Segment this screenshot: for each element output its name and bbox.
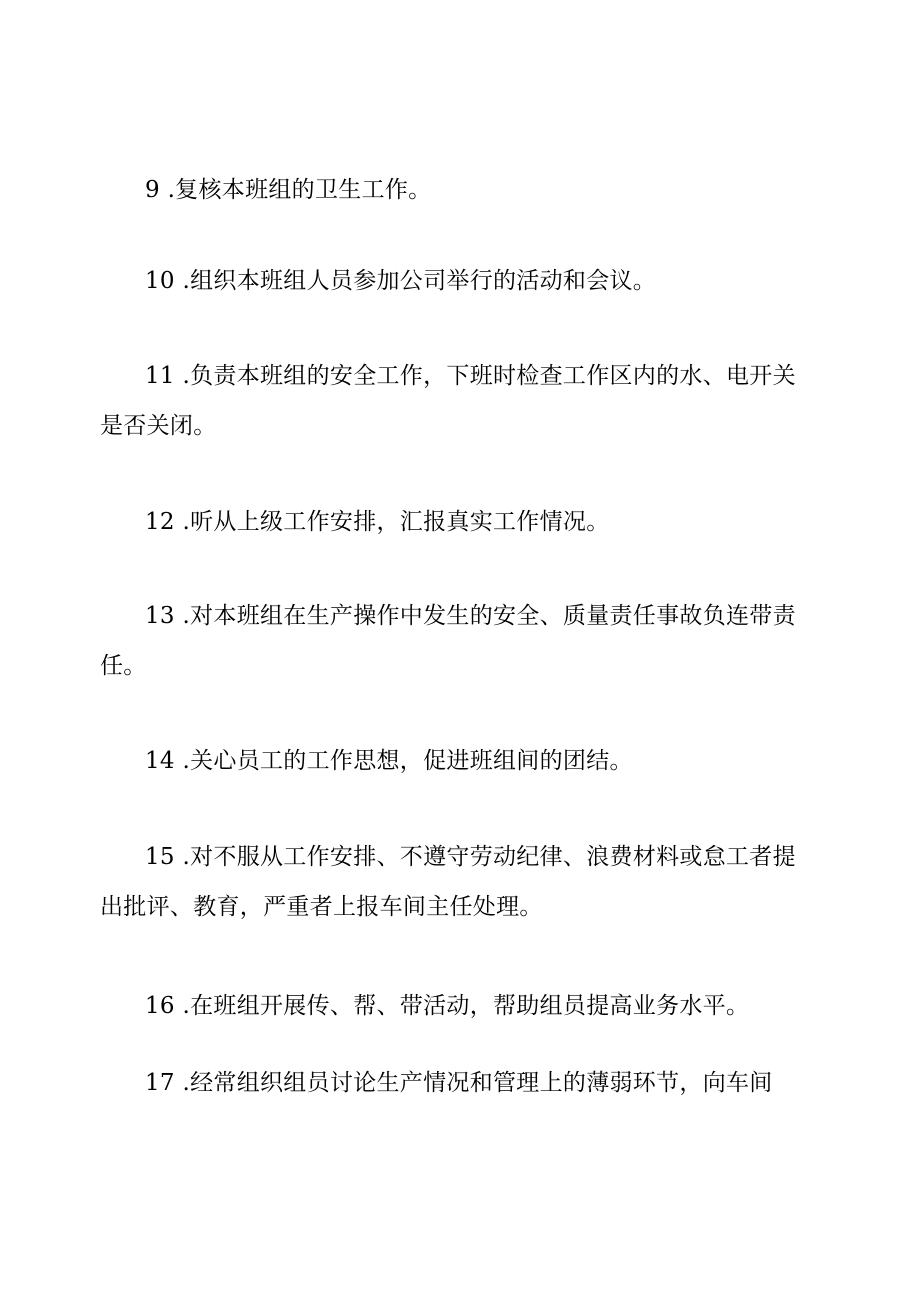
item-text: .对不服从工作安排、不遵守劳动纪律、浪费材料或怠工者提 [182, 844, 796, 870]
item-text: .组织本班组人员参加公司举行的活动和会议。 [182, 268, 657, 294]
list-item-11-continuation [100, 410, 820, 442]
item-number: 11 [145, 363, 175, 389]
list-item-15 [100, 841, 865, 873]
item-number: 13 [145, 603, 175, 629]
item-number: 16 [145, 993, 175, 1019]
list-item-9 [100, 174, 865, 206]
item-number: 17 [145, 1070, 175, 1096]
list-item-13 [100, 600, 865, 632]
item-text: 是否关闭。 [100, 413, 217, 439]
item-text: 任。 [100, 653, 147, 679]
item-number: 14 [145, 748, 175, 774]
item-number: 12 [145, 509, 175, 535]
item-text: .对本班组在生产操作中发生的安全、质量责任事故负连带责 [182, 603, 796, 629]
item-text: .复核本班组的卫生工作。 [167, 177, 432, 203]
item-text: 出批评、教育，严重者上报车间主任处理。 [100, 894, 543, 920]
list-item-14 [100, 745, 865, 777]
list-item-15-continuation [100, 891, 820, 923]
item-text: .在班组开展传、帮、带活动，帮助组员提高业务水平。 [182, 993, 750, 1019]
item-text: .听从上级工作安排，汇报真实工作情况。 [182, 509, 610, 535]
list-item-11 [100, 360, 865, 392]
item-number: 15 [145, 844, 175, 870]
list-item-16 [100, 990, 865, 1022]
list-item-10 [100, 265, 865, 297]
item-number: 9 [145, 177, 160, 203]
item-number: 10 [145, 268, 175, 294]
item-text: .负责本班组的安全工作，下班时检查工作区内的水、电开关 [182, 363, 796, 389]
item-text: .经常组织组员讨论生产情况和管理上的薄弱环节，向车间 [182, 1070, 773, 1096]
list-item-17 [100, 1067, 865, 1099]
list-item-13-continuation [100, 650, 820, 682]
list-item-12 [100, 506, 865, 538]
item-text: .关心员工的工作思想，促进班组间的团结。 [182, 748, 633, 774]
